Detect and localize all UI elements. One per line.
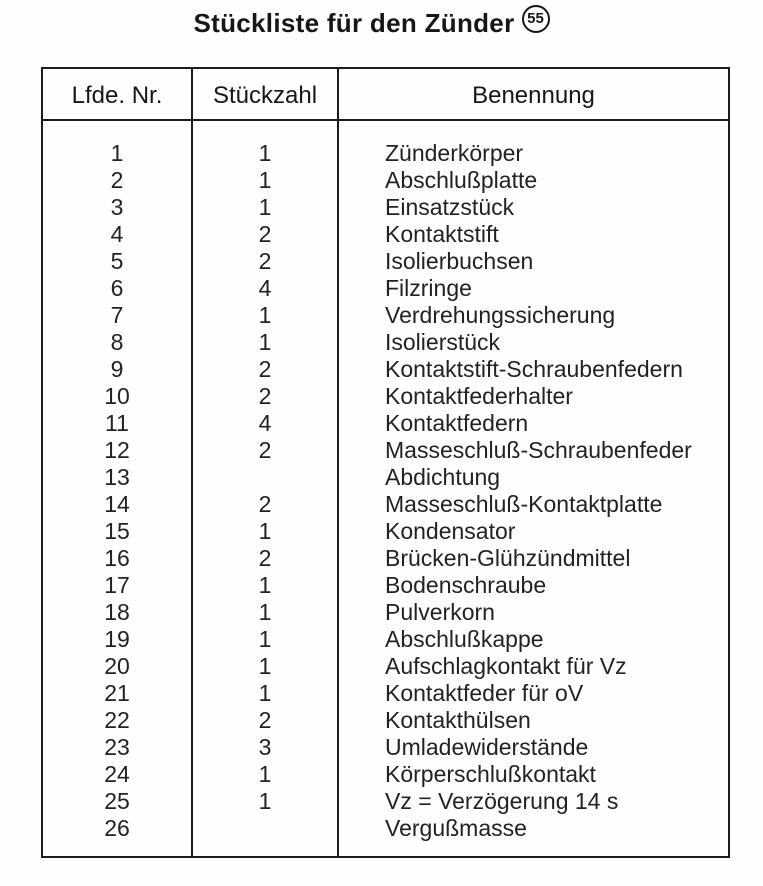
table-row xyxy=(42,464,729,491)
table-row xyxy=(42,491,729,518)
table-row xyxy=(42,194,729,221)
cell-name: Vz = Verzögerung 14 s xyxy=(338,788,729,815)
cell-qty: 4 xyxy=(192,275,338,302)
cell-qty: 1 xyxy=(192,653,338,680)
cell-name: Abschlußkappe xyxy=(338,626,729,653)
cell-name: Umladewiderstände xyxy=(338,734,729,761)
cell-nr: 8 xyxy=(110,329,124,355)
cell-qty: 1 xyxy=(192,518,338,545)
cell-name: Masseschluß-Kontaktplatte xyxy=(338,491,729,518)
cell-name: Abschlußplatte xyxy=(338,167,729,194)
cell-qty: 2 xyxy=(192,437,338,464)
cell-name: Abdichtung xyxy=(338,464,729,491)
cell-qty: 2 xyxy=(192,707,338,734)
cell-name: Vergußmasse xyxy=(338,815,729,857)
cell-nr: 22 xyxy=(104,707,130,733)
cell-qty: 2 xyxy=(192,491,338,518)
table-row xyxy=(42,734,729,761)
cell-qty: 1 xyxy=(192,626,338,653)
cell-name: Aufschlagkontakt für Vz xyxy=(338,653,729,680)
cell-name: Kontaktfeder für oV xyxy=(338,680,729,707)
table-row xyxy=(42,518,729,545)
table-row xyxy=(42,437,729,464)
cell-nr: 19 xyxy=(104,626,130,652)
cell-name: Zünderkörper xyxy=(338,120,729,167)
cell-name: Kontaktstift xyxy=(338,221,729,248)
cell-nr: 12 xyxy=(104,437,130,463)
cell-qty: 1 xyxy=(192,761,338,788)
column-header-benennung: Benennung xyxy=(338,68,729,120)
cell-nr: 16 xyxy=(104,545,130,571)
table-body xyxy=(42,120,729,857)
table-row xyxy=(42,410,729,437)
cell-qty: 1 xyxy=(192,194,338,221)
table-row xyxy=(42,275,729,302)
cell-name: Kontakthülsen xyxy=(338,707,729,734)
cell-nr: 25 xyxy=(104,788,130,814)
cell-nr: 24 xyxy=(104,761,130,787)
cell-name: Isolierbuchsen xyxy=(338,248,729,275)
table-row xyxy=(42,221,729,248)
cell-name: Kontaktfederhalter xyxy=(338,383,729,410)
cell-name: Masseschluß-Schraubenfeder xyxy=(338,437,729,464)
cell-nr: 13 xyxy=(104,464,130,490)
cell-name: Kontaktfedern xyxy=(338,410,729,437)
table-header xyxy=(42,68,729,120)
table-row xyxy=(42,383,729,410)
table-row xyxy=(42,626,729,653)
cell-qty: 4 xyxy=(192,410,338,437)
table-row xyxy=(42,356,729,383)
cell-qty xyxy=(192,815,338,857)
table-row xyxy=(42,788,729,815)
table-row xyxy=(42,761,729,788)
cell-qty: 2 xyxy=(192,248,338,275)
title-text: Stückliste für den Zünder xyxy=(193,8,515,38)
cell-nr: 11 xyxy=(105,410,129,436)
cell-nr: 21 xyxy=(104,680,130,706)
cell-name: Pulverkorn xyxy=(338,599,729,626)
table-row xyxy=(42,572,729,599)
cell-name: Körperschlußkontakt xyxy=(338,761,729,788)
cell-qty: 1 xyxy=(192,680,338,707)
cell-qty: 1 xyxy=(192,302,338,329)
cell-nr: 17 xyxy=(104,572,130,598)
table-row xyxy=(42,707,729,734)
table-header-row xyxy=(42,68,729,120)
cell-qty: 1 xyxy=(192,167,338,194)
table-row xyxy=(42,120,729,167)
table-row xyxy=(42,680,729,707)
table-row xyxy=(42,815,729,857)
cell-nr: 20 xyxy=(104,653,130,679)
cell-qty: 2 xyxy=(192,221,338,248)
table-row xyxy=(42,599,729,626)
cell-name: Bodenschraube xyxy=(338,572,729,599)
cell-qty: 3 xyxy=(192,734,338,761)
cell-name: Einsatzstück xyxy=(338,194,729,221)
cell-qty: 2 xyxy=(192,383,338,410)
column-header-stueckzahl: Stückzahl xyxy=(192,68,338,120)
cell-qty: 1 xyxy=(192,329,338,356)
cell-nr: 26 xyxy=(104,815,130,841)
cell-name: Kontaktstift-Schraubenfedern xyxy=(338,356,729,383)
cell-nr: 15 xyxy=(104,518,130,544)
cell-name: Verdrehungssicherung xyxy=(338,302,729,329)
table-row xyxy=(42,248,729,275)
title-reference-badge: 55 xyxy=(522,5,550,33)
cell-qty: 1 xyxy=(192,788,338,815)
cell-name: Isolierstück xyxy=(338,329,729,356)
cell-nr: 1 xyxy=(110,140,124,166)
cell-nr: 18 xyxy=(104,599,130,625)
table-row xyxy=(42,545,729,572)
column-header-lfde-nr: Lfde. Nr. xyxy=(42,68,192,120)
cell-nr: 7 xyxy=(110,302,124,328)
cell-qty: 1 xyxy=(192,120,338,167)
cell-nr: 3 xyxy=(110,194,124,220)
cell-nr: 5 xyxy=(110,248,124,274)
cell-nr: 2 xyxy=(110,167,124,193)
cell-qty xyxy=(192,464,338,491)
cell-nr: 10 xyxy=(104,383,130,409)
cell-qty: 2 xyxy=(192,356,338,383)
cell-name: Kondensator xyxy=(338,518,729,545)
cell-nr: 4 xyxy=(110,221,124,247)
page-title xyxy=(0,8,743,42)
cell-qty: 1 xyxy=(192,599,338,626)
cell-nr: 14 xyxy=(104,491,130,517)
cell-nr: 6 xyxy=(110,275,124,301)
table-row xyxy=(42,302,729,329)
cell-qty: 2 xyxy=(192,545,338,572)
cell-qty: 1 xyxy=(192,572,338,599)
cell-name: Filzringe xyxy=(338,275,729,302)
table-row xyxy=(42,329,729,356)
cell-nr: 9 xyxy=(110,356,124,382)
cell-nr: 23 xyxy=(104,734,130,760)
table-row xyxy=(42,167,729,194)
cell-name: Brücken-Glühzündmittel xyxy=(338,545,729,572)
table-row xyxy=(42,653,729,680)
parts-table xyxy=(41,67,730,858)
